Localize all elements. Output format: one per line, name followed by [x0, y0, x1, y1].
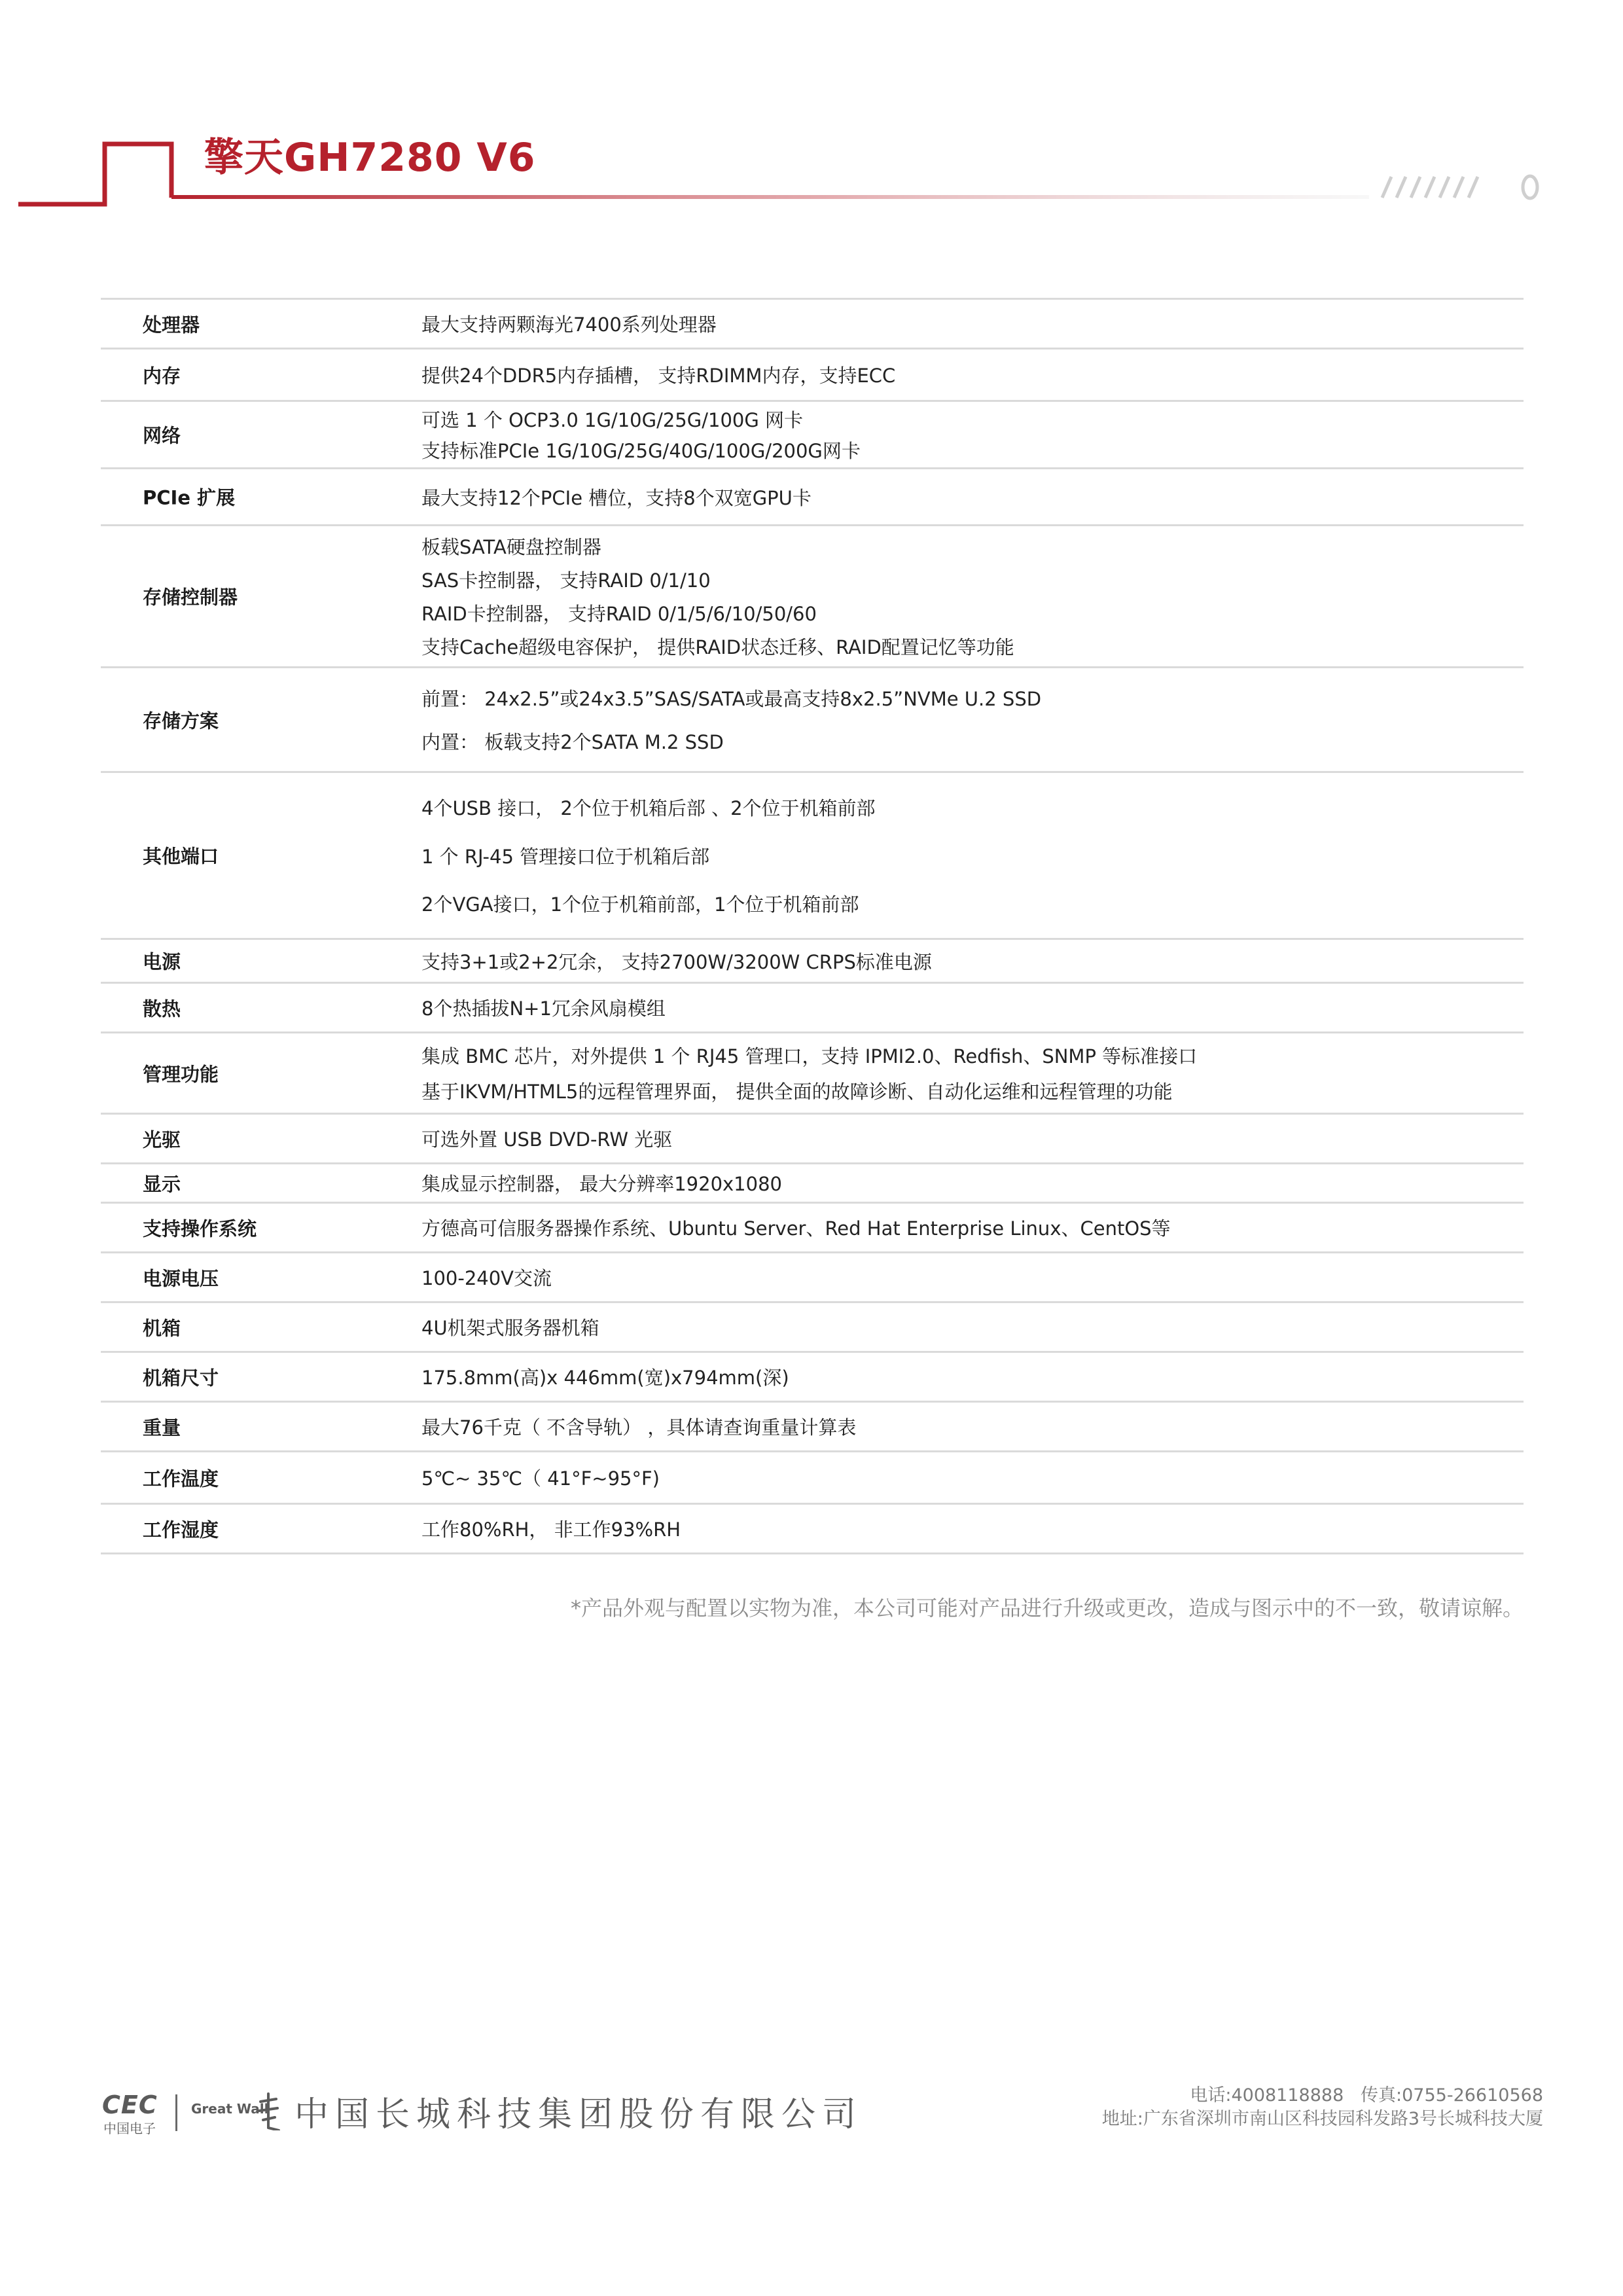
spec-value: SAS卡控制器， 支持RAID 0/1/10	[421, 569, 711, 592]
header-slash-marks	[1382, 176, 1537, 198]
spec-row	[101, 402, 1524, 469]
spec-value: 1 个 RJ-45 管理接口位于机箱后部	[421, 845, 710, 868]
spec-values	[421, 668, 1041, 771]
spec-label: 机箱	[143, 1317, 181, 1339]
spec-row	[101, 1115, 1524, 1164]
spec-value: 集成 BMC 芯片，对外提供 1 个 RJ45 管理口，支持 IPMI2.0、Redfish、SNMP 等标准接口	[421, 1045, 1198, 1067]
spec-values	[421, 773, 876, 938]
spec-value: RAID卡控制器， 支持RAID 0/1/5/6/10/50/60	[421, 603, 817, 625]
spec-value: 8个热插拔N+1冗余风扇模组	[421, 997, 666, 1020]
disclaimer-note: *产品外观与配置以实物为准，本公司可能对产品进行升级或更改，造成与图示中的不一致，敬请谅解。	[570, 1596, 1524, 1621]
spec-label: 重量	[143, 1416, 181, 1439]
spec-value: 支持Cache超级电容保护， 提供RAID状态迁移、RAID配置记忆等功能	[421, 636, 1014, 658]
greatwall-brush-icon	[254, 2091, 283, 2130]
spec-value: 5℃~ 35℃（ 41°F~95°F)	[421, 1467, 660, 1490]
spec-label: 存储方案	[143, 709, 219, 732]
spec-label: 内存	[143, 365, 181, 387]
spec-value: 可选 1 个 OCP3.0 1G/10G/25G/100G 网卡	[421, 409, 804, 431]
spec-values	[421, 1353, 789, 1401]
spec-values	[421, 1403, 856, 1450]
header-decoration	[0, 0, 1623, 223]
spec-values	[421, 1303, 599, 1351]
spec-row	[101, 1164, 1524, 1204]
spec-value: 4个USB 接口， 2个位于机箱后部 、2个位于机箱前部	[421, 797, 876, 820]
spec-label: 散热	[143, 997, 181, 1020]
spec-row	[101, 350, 1524, 402]
header-bracket-line	[18, 144, 171, 204]
spec-label: 其他端口	[143, 845, 219, 868]
spec-row	[101, 1033, 1524, 1115]
spec-label: 存储控制器	[143, 586, 238, 609]
footer-logo-separator	[175, 2094, 177, 2131]
spec-row	[101, 1403, 1524, 1452]
company-name: 中国长城科技集团股份有限公司	[294, 2095, 863, 2134]
spec-table	[101, 298, 1524, 1554]
spec-label: 光驱	[143, 1128, 181, 1151]
spec-value: 最大支持12个PCIe 槽位，支持8个双宽GPU卡	[421, 486, 812, 509]
spec-row	[101, 1303, 1524, 1353]
spec-values	[421, 1452, 660, 1503]
spec-value: 支持3+1或2+2冗余， 支持2700W/3200W CRPS标准电源	[421, 950, 932, 973]
contact-phone-fax	[1102, 2084, 1543, 2108]
spec-row	[101, 773, 1524, 940]
spec-values	[421, 1033, 1197, 1113]
spec-label: 管理功能	[143, 1063, 219, 1085]
spec-row	[101, 300, 1524, 350]
spec-label: PCIe 扩展	[143, 486, 236, 509]
spec-values	[421, 402, 861, 467]
spec-row	[101, 469, 1524, 526]
spec-label: 机箱尺寸	[143, 1367, 219, 1389]
page-title: 擎天GH7280 V6	[204, 135, 536, 181]
spec-value: 最大支持两颗海光7400系列处理器	[421, 314, 717, 336]
spec-value: 方德高可信服务器操作系统、Ubuntu Server、Red Hat Enterprise Linux、CentOS等	[421, 1217, 1171, 1240]
spec-row	[101, 984, 1524, 1033]
spec-value: 100-240V交流	[421, 1267, 552, 1289]
spec-row	[101, 940, 1524, 984]
contact-block	[1102, 2084, 1543, 2131]
spec-value: 2个VGA接口，1个位于机箱前部，1个位于机箱前部	[421, 893, 859, 916]
spec-value: 工作80%RH， 非工作93%RH	[421, 1518, 681, 1541]
spec-label: 工作温度	[143, 1467, 219, 1490]
spec-value: 基于IKVM/HTML5的远程管理界面， 提供全面的故障诊断、自动化运维和远程管理的功能	[421, 1081, 1173, 1103]
spec-value: 175.8mm(高)x 446mm(宽)x794mm(深)	[421, 1367, 789, 1389]
spec-row	[101, 1204, 1524, 1253]
spec-values	[421, 300, 717, 348]
spec-label: 处理器	[143, 314, 200, 336]
spec-value: 4U机架式服务器机箱	[421, 1317, 599, 1339]
spec-values	[421, 1204, 1171, 1251]
spec-label: 网络	[143, 424, 181, 447]
spec-row	[101, 526, 1524, 668]
spec-value: 板载SATA硬盘控制器	[421, 536, 601, 558]
contact-phone: 电话:4008118888	[1190, 2085, 1344, 2106]
spec-values	[421, 1253, 552, 1301]
spec-value: 最大76千克（ 不含导轨） ，具体请查询重量计算表	[421, 1416, 857, 1439]
contact-address: 地址:广东省深圳市南山区科技园科发路3号长城科技大厦	[1101, 2109, 1543, 2129]
spec-label: 工作湿度	[143, 1518, 219, 1541]
spec-label: 电源电压	[143, 1267, 219, 1289]
spec-row	[101, 1452, 1524, 1505]
spec-values	[421, 940, 932, 982]
spec-values	[421, 526, 1014, 666]
contact-fax: 传真:0755-26610568	[1361, 2085, 1543, 2106]
spec-row	[101, 1253, 1524, 1303]
spec-label: 支持操作系统	[143, 1217, 257, 1240]
spec-value: 可选外置 USB DVD-RW 光驱	[421, 1128, 673, 1151]
spec-value: 集成显示控制器， 最大分辨率1920x1080	[421, 1173, 782, 1195]
header-gradient-line	[171, 195, 1369, 199]
spec-values	[421, 469, 812, 524]
greatwall-logo: Great Wall	[191, 2101, 269, 2117]
spec-row	[101, 1353, 1524, 1403]
spec-values	[421, 1505, 681, 1552]
spec-value: 提供24个DDR5内存插槽， 支持RDIMM内存，支持ECC	[421, 365, 896, 387]
spec-values	[421, 1164, 782, 1202]
spec-label: 显示	[143, 1173, 181, 1195]
spec-row	[101, 1505, 1524, 1554]
cec-logo-subtitle: 中国电子	[103, 2121, 156, 2136]
spec-values	[421, 350, 895, 400]
spec-value: 内置： 板载支持2个SATA M.2 SSD	[421, 731, 724, 753]
spec-value: 支持标准PCIe 1G/10G/25G/40G/100G/200G网卡	[421, 440, 861, 462]
spec-values	[421, 984, 666, 1031]
spec-value: 前置： 24x2.5”或24x3.5”SAS/SATA或最高支持8x2.5”NVMe U.2 SSD	[421, 688, 1042, 710]
cec-logo: CEC	[102, 2090, 158, 2119]
spec-label: 电源	[143, 950, 181, 973]
spec-row	[101, 668, 1524, 773]
spec-values	[421, 1115, 672, 1162]
